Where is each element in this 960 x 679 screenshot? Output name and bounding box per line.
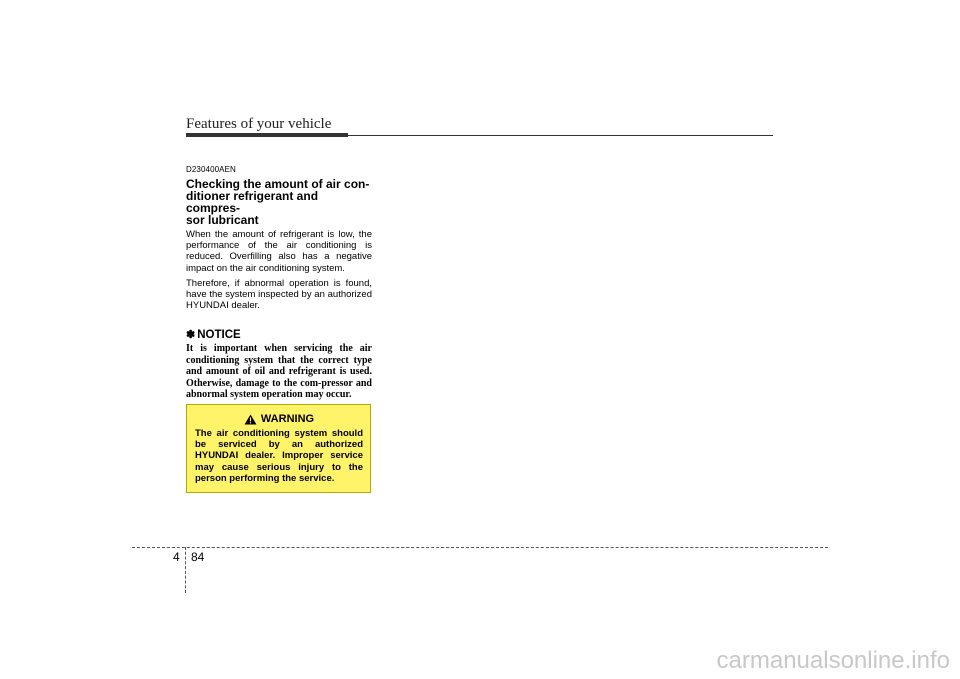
warning-heading (195, 413, 363, 425)
footer-rule (132, 547, 828, 548)
section-heading-line: Checking the amount of air con- (186, 177, 370, 191)
warning-box (186, 404, 371, 493)
footer-chapter-number: 4 (173, 550, 180, 564)
notice-title: NOTICE (197, 328, 241, 341)
section-paragraph: When the amount of refrigerant is low, the performance of the air conditioning is reduced. Overfilling also has a negative impact on the air conditioning system. (186, 229, 372, 274)
notice-text: It is important when servicing the air conditioning system that the correct type and amount of oil and refrigerant is used. Otherwise, damage to the com-pressor and abnormal system operation may occur. (186, 343, 372, 401)
section-heading (186, 178, 372, 226)
footer-divider (185, 547, 186, 593)
section-heading-line: sor lubricant (186, 213, 259, 227)
footer-page-number: 84 (191, 550, 205, 564)
warning-title: WARNING (260, 413, 315, 425)
notice-star-icon: ✽ (186, 329, 196, 342)
section-heading-line: ditioner refrigerant and compres- (186, 189, 319, 215)
header-rule-thick (186, 133, 348, 137)
watermark-link[interactable]: carmanualsonline.info (716, 647, 950, 674)
section-paragraph: Therefore, if abnormal operation is found, have the system inspected by an authorized HYUNDAI dealer. (186, 277, 372, 312)
header-rule-thin (348, 135, 773, 136)
section-code: D230400AEN (186, 165, 236, 174)
warning-text: The air conditioning system should be serviced by an authorized HYUNDAI dealer. Improper service may cause serious injury to the person performing the service. (195, 428, 363, 484)
warning-triangle-icon (244, 414, 257, 425)
content-column (186, 165, 372, 400)
notice-heading (186, 328, 372, 341)
page-header-title: Features of your vehicle (186, 116, 332, 132)
